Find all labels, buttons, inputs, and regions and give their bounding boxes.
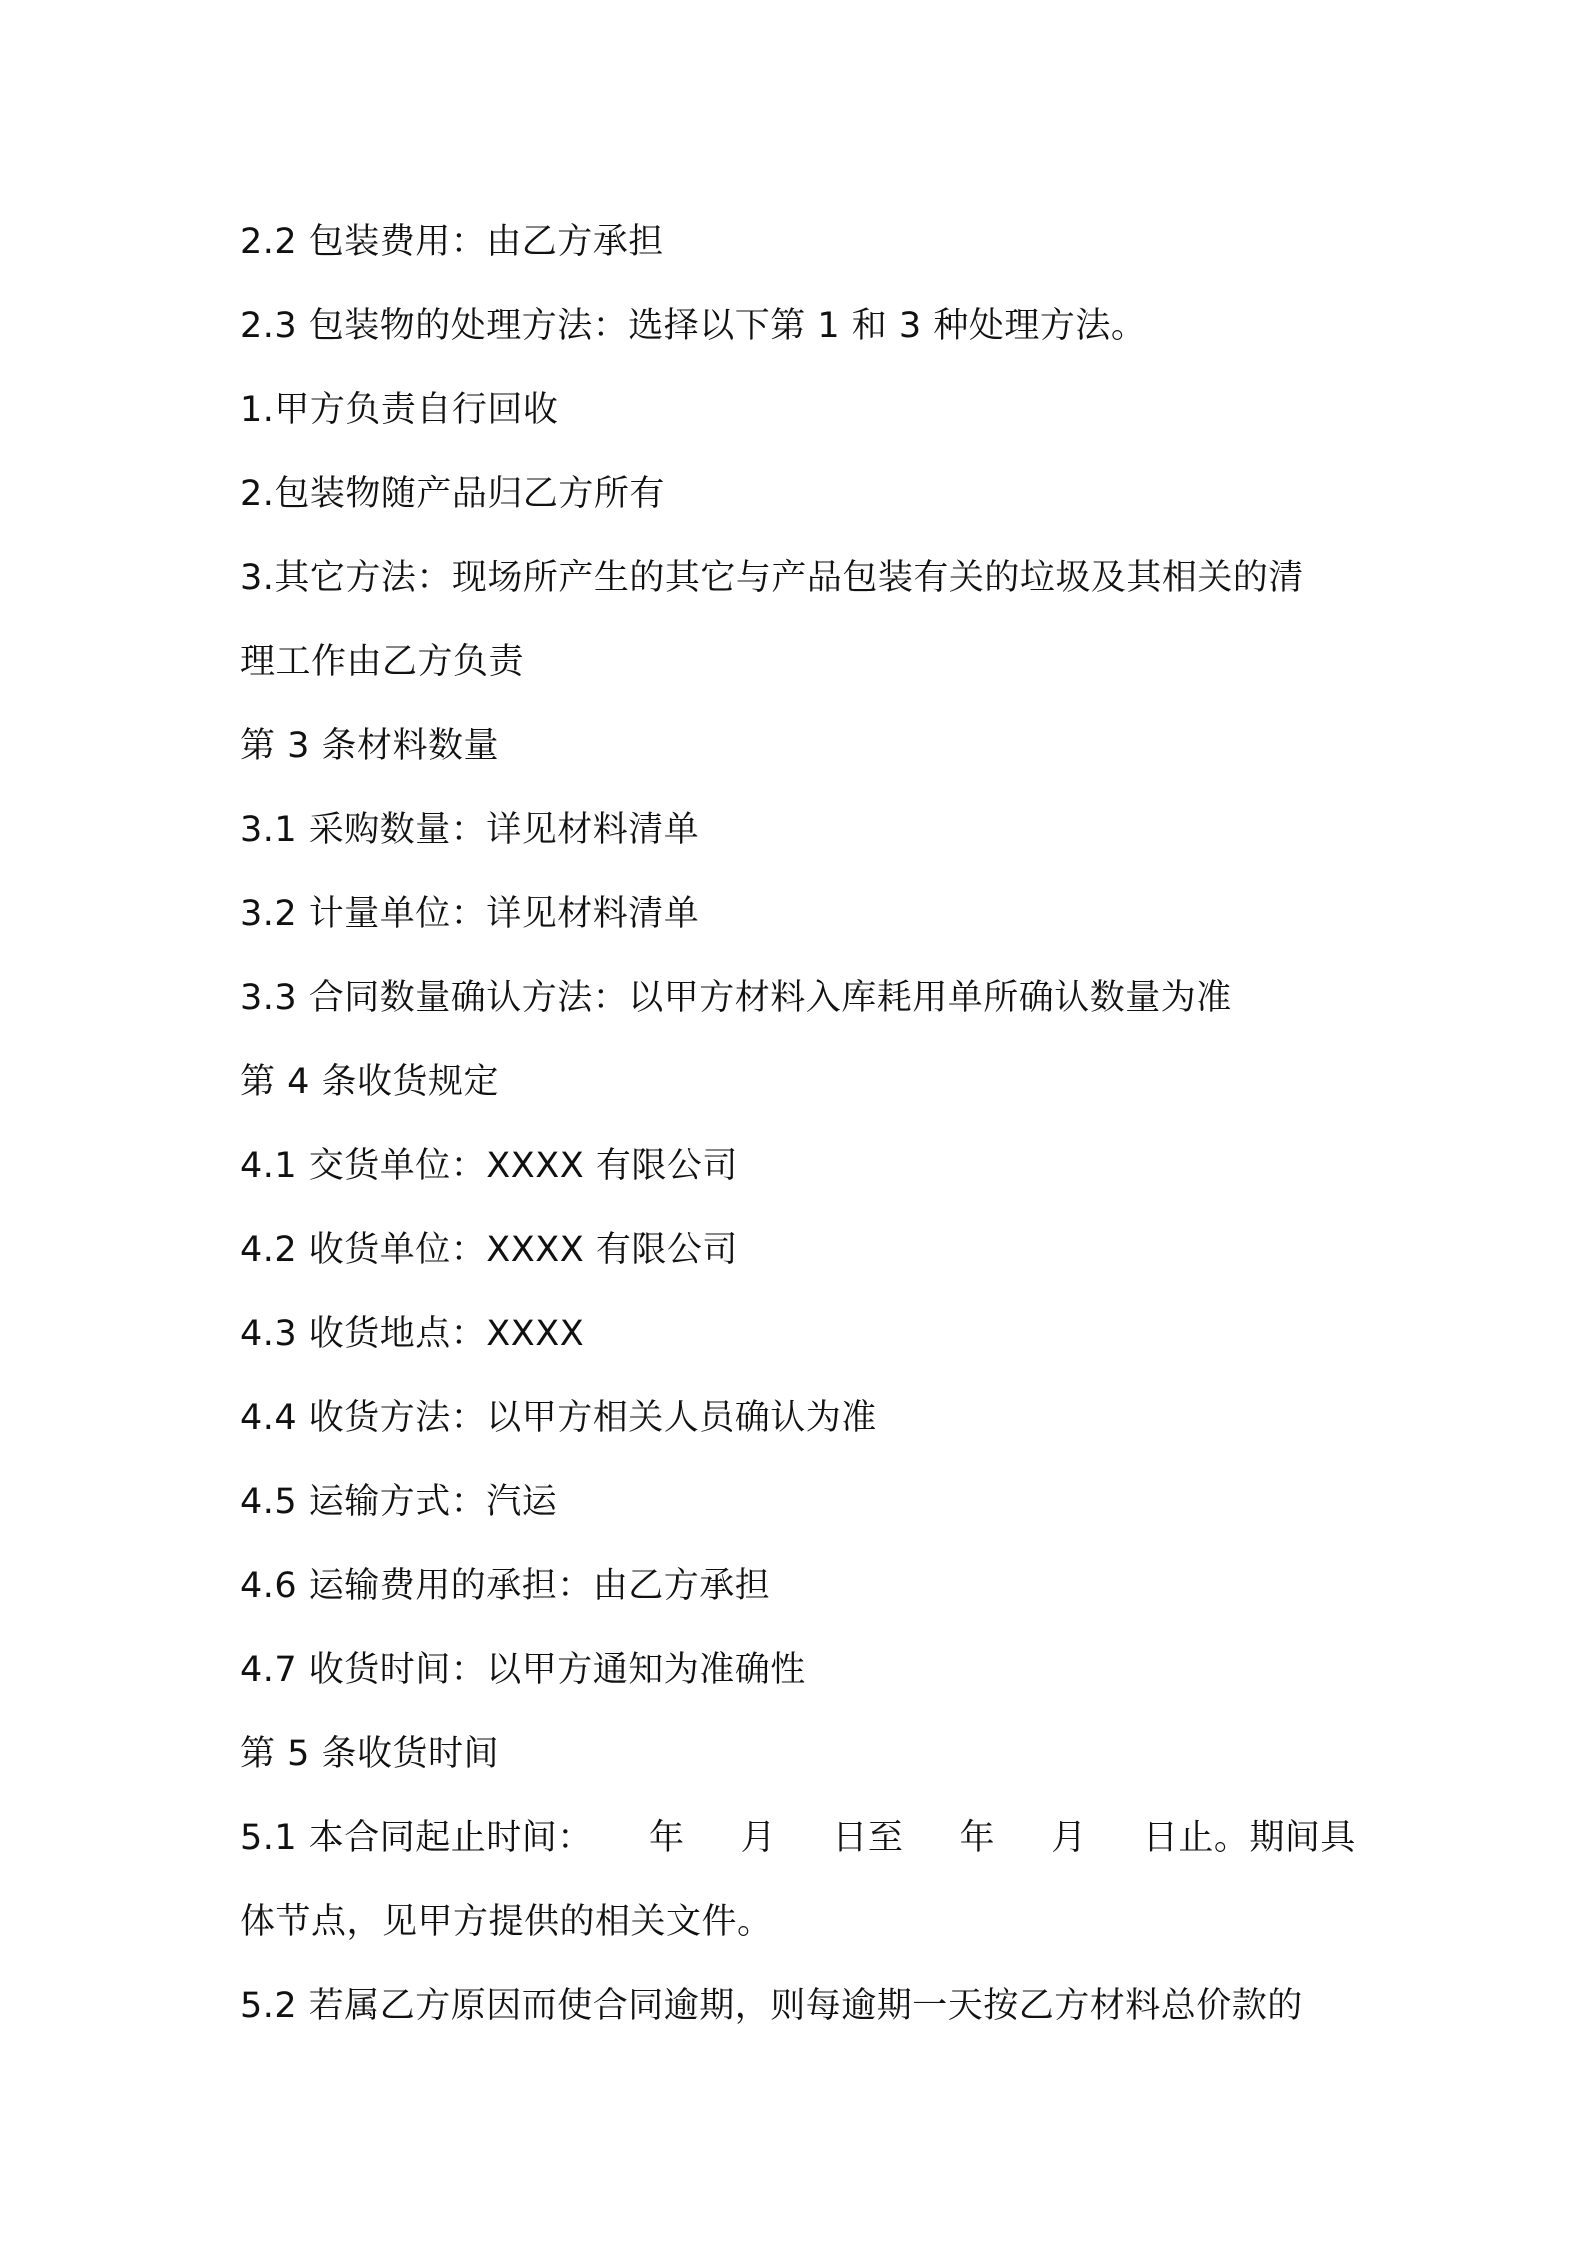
clause-5-1: [240, 1796, 1356, 1880]
option-2: 2.包装物随产品归乙方所有: [240, 474, 665, 514]
clause-2-3: 2.3 包装物的处理方法：选择以下第 1 和 3 种处理方法。: [240, 306, 1147, 346]
document-body: [240, 200, 1360, 2048]
option-1: 1.甲方负责自行回收: [240, 390, 559, 430]
clause-4-3: 4.3 收货地点：XXXX: [240, 1314, 585, 1354]
clause-4-4: 4.4 收货方法：以甲方相关人员确认为准: [240, 1398, 877, 1438]
start-year: 年: [648, 1818, 685, 1858]
clause-4-6: 4.6 运输费用的承担：由乙方承担: [240, 1566, 771, 1606]
clause-3-1: 3.1 采购数量：详见材料清单: [240, 810, 700, 850]
clause-2-2: 2.2 包装费用：由乙方承担: [240, 222, 664, 262]
clause-3-2: 3.2 计量单位：详见材料清单: [240, 894, 700, 934]
clause-4-2: 4.2 收货单位：XXXX 有限公司: [240, 1230, 738, 1270]
clause-4-1: 4.1 交货单位：XXXX 有限公司: [240, 1146, 738, 1186]
article-4-heading: 第 4 条收货规定: [240, 1062, 500, 1102]
end-month: 月: [1051, 1818, 1087, 1858]
option-3-cont: 理工作由乙方负责: [240, 642, 525, 682]
end-day: 日止。期间具: [1142, 1818, 1356, 1858]
clause-4-5: 4.5 运输方式：汽运: [240, 1482, 558, 1522]
start-month: 月: [740, 1818, 777, 1858]
end-year: 年: [959, 1818, 996, 1858]
start-day: 日至: [832, 1818, 904, 1858]
article-3-heading: 第 3 条材料数量: [240, 726, 500, 766]
option-3: 3.其它方法：现场所产生的其它与产品包装有关的垃圾及其相关的清: [240, 558, 1304, 598]
clause-5-2: 5.2 若属乙方原因而使合同逾期，则每逾期一天按乙方材料总价款的: [240, 1986, 1303, 2026]
clause-3-3: 3.3 合同数量确认方法：以甲方材料入库耗用单所确认数量为准: [240, 978, 1232, 1018]
clause-5-1-label: 5.1 本合同起止时间：: [240, 1818, 593, 1858]
article-5-heading: 第 5 条收货时间: [240, 1734, 500, 1774]
clause-5-1-cont: 体节点，见甲方提供的相关文件。: [240, 1902, 773, 1942]
clause-4-7: 4.7 收货时间：以甲方通知为准确性: [240, 1650, 806, 1690]
